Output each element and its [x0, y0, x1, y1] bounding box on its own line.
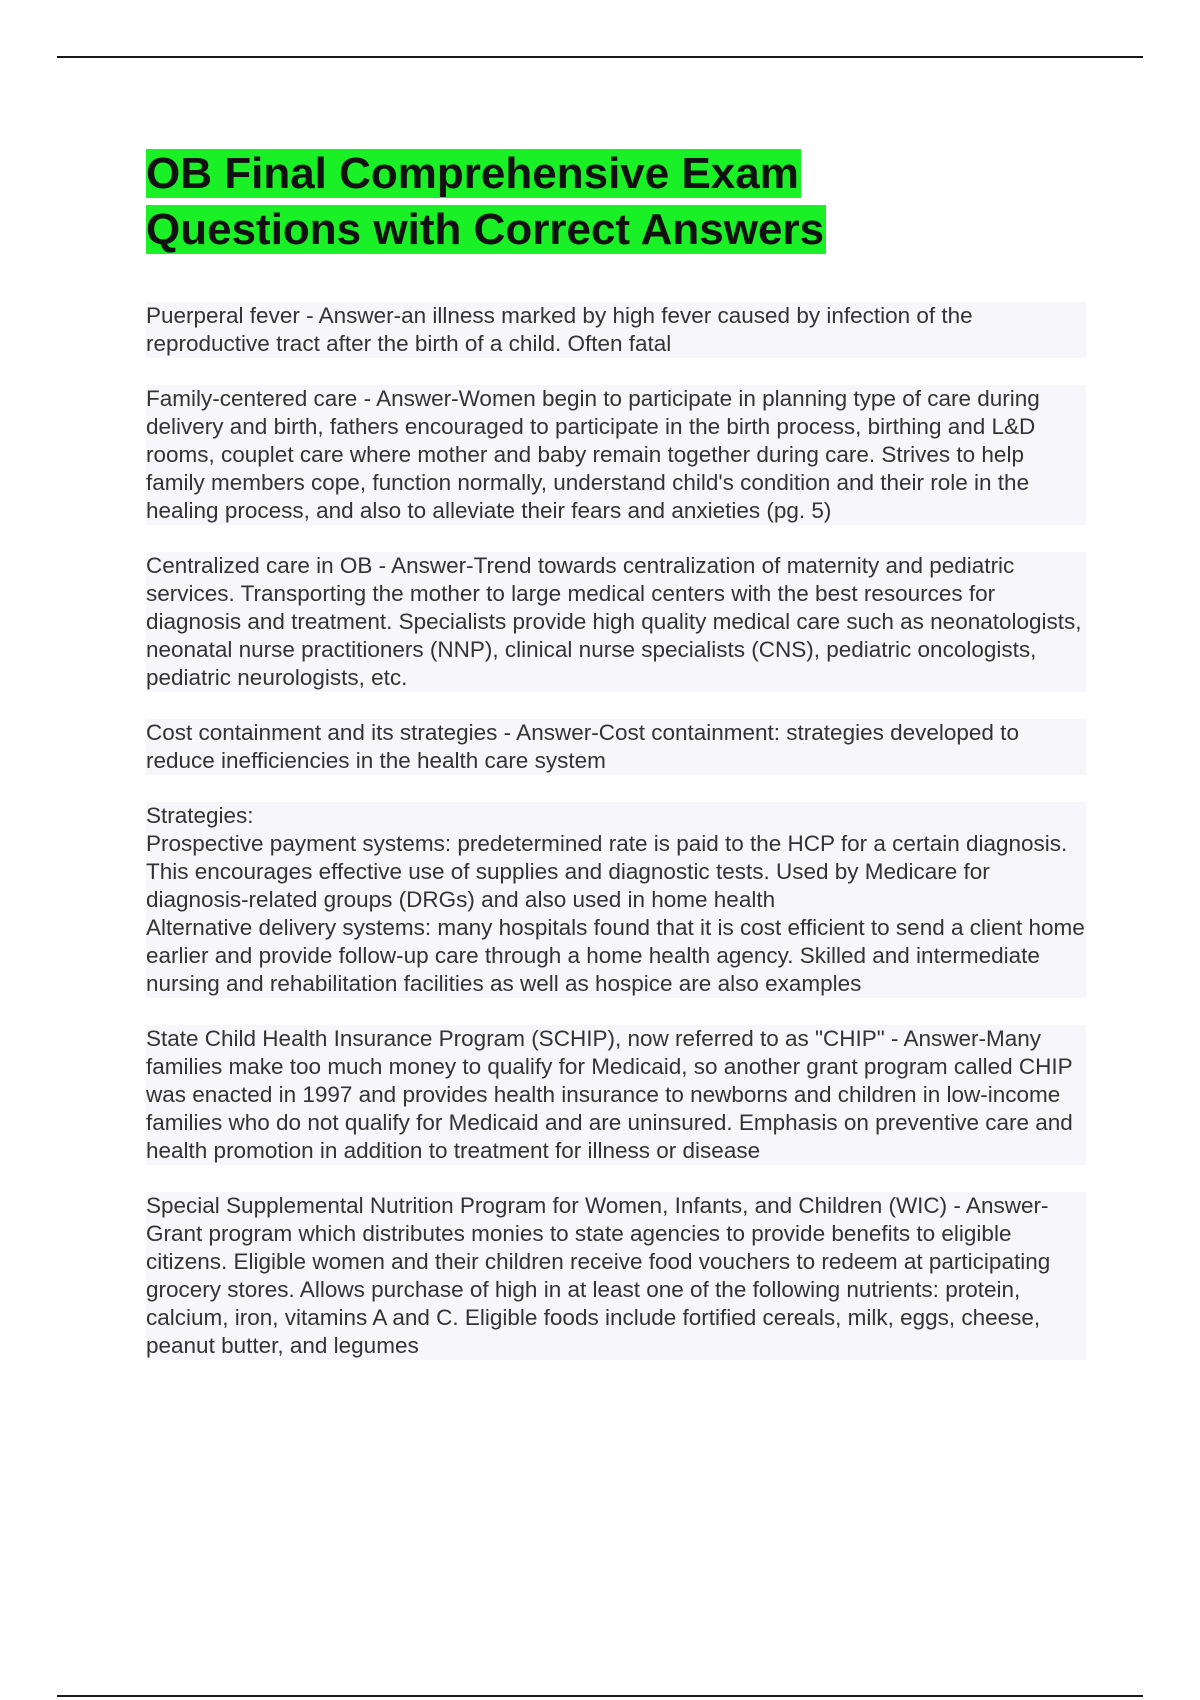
bottom-rule: [57, 1695, 1143, 1697]
entry-cost-containment: Cost containment and its strategies - Answer-Cost containment: strategies developed to reduce inefficiencies in the health care system: [146, 719, 1086, 775]
entry-chip: State Child Health Insurance Program (SCHIP), now referred to as "CHIP" - Answer-Many families make too much money to qualify for Medicaid, so another grant program called CHIP was enacted in 1997 and provides health insurance to newborns and children in low-income families who do not qualify for Medicaid and are uninsured. Emphasis on preventive care and health promotion in addition to treatment for illness or disease: [146, 1025, 1086, 1165]
entry-centralized-care: Centralized care in OB - Answer-Trend towards centralization of maternity and pediatric services. Transporting the mother to large medical centers with the best resources for diagnosis and treatment. Specialists provide high quality medical care such as neonatologists, neonatal nurse practitioners (NNP), clinical nurse specialists (CNS), pediatric oncologists, pediatric neurologists, etc.: [146, 552, 1086, 692]
title-line-1: OB Final Comprehensive Exam: [146, 149, 799, 198]
entry-wic: Special Supplemental Nutrition Program for Women, Infants, and Children (WIC) - Answer-Grant program which distributes monies to state agencies to provide benefits to eligible citizens. Eligible women and their children receive food vouchers to redeem at participating grocery stores. Allows purchase of high in at least one of the following nutrients: protein, calcium, iron, vitamins A and C. Eligible foods include fortified cereals, milk, eggs, cheese, peanut butter, and legumes: [146, 1192, 1086, 1360]
entry-strategies: Strategies: Prospective payment systems: predetermined rate is paid to the HCP for a certain diagnosis. This encourages effective use of supplies and diagnostic tests. Used by Medicare for diagnosis-related groups (DRGs) and also used in home health Alternative delivery systems: many hospitals found that it is cost efficient to send a client home earlier and provide follow-up care through a home health agency. Skilled and intermediate nursing and rehabilitation facilities as well as hospice are also examples: [146, 803, 1085, 996]
top-rule: [57, 56, 1143, 58]
title-line-2: Questions with Correct Answers: [146, 205, 825, 254]
entry-family-centered-care: Family-centered care - Answer-Women begin to participate in planning type of care during delivery and birth, fathers encouraged to participate in the birth process, birthing and L&D rooms, couplet care where mother and baby remain together during care. Strives to help family members cope, function normally, understand child's condition and their role in the healing process, and also to alleviate their fears and anxieties (pg. 5): [146, 385, 1086, 525]
entry-puerperal-fever: Puerperal fever - Answer-an illness marked by high fever caused by infection of the reproductive tract after the birth of a child. Often fatal: [146, 302, 1086, 358]
document-title: [146, 146, 1086, 258]
document-body: [146, 146, 1086, 1387]
